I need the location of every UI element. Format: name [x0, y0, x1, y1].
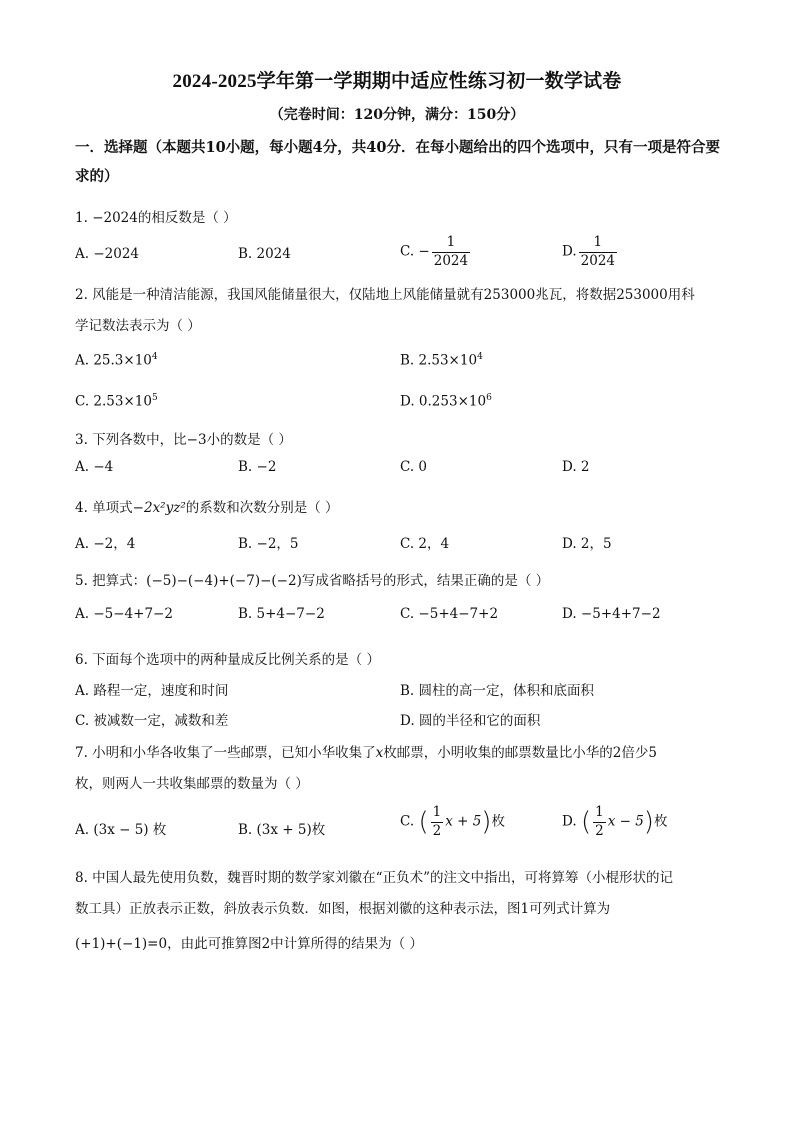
q5-option-b: B. 5+4−7−2	[238, 606, 325, 622]
question-3: 3. 下列各数中，比−3小的数是（ ）	[75, 432, 292, 448]
q4-expr: −2x²yz²	[132, 500, 186, 516]
exam-subtitle: （完卷时间：120分钟，满分：150分）	[269, 107, 525, 123]
q3-option-c: C. 0	[400, 459, 428, 475]
q1-option-d: D. $\frac{1}{2024}$	[562, 234, 615, 269]
q3-option-a: A. −4	[75, 459, 114, 475]
question-1: 1. −2024的相反数是（ ）	[75, 210, 237, 226]
q6-option-d: D. 圆的半径和它的面积	[400, 713, 541, 729]
question-5: 5. 把算式：(−5)−(−4)+(−7)−(−2)写成省略括号的形式，结果正确的是（ ）	[75, 573, 550, 589]
q1-option-b: B. 2024	[238, 246, 291, 262]
q1-option-c: C. − $\frac{1}{2024}$	[400, 234, 469, 269]
q8-expr: (+1)+(−1)=0	[75, 936, 168, 952]
q2-option-b: B. $2.53\times 10^4$	[400, 352, 483, 369]
fraction: $\frac{1}{2024}$	[433, 234, 469, 269]
q7-option-d: D. ( $\frac{1}{2}$ x − 5)枚	[562, 804, 668, 839]
q7-option-a: A. (3x − 5) 枚	[75, 822, 167, 838]
question-4: 4. 单项式−2x²yz²的系数和次数分别是（ ）	[75, 500, 339, 516]
exam-title: 2024-2025学年第一学期期中适应性练习初一数学试卷	[172, 71, 622, 92]
q5-option-d: D. −5+4+7−2	[562, 606, 661, 622]
question-8-line-3: (+1)+(−1)=0，由此可推算图2中计算所得的结果为（ ）	[75, 936, 423, 952]
q5-expr: (−5)−(−4)+(−7)−(−2)	[146, 573, 302, 589]
q3-option-d: D. 2	[562, 459, 590, 475]
section-heading: 一．选择题（本题共10小题，每小题4分，共40分．在每小题给出的四个选项中，只有一项是符合要求的）	[75, 139, 720, 185]
question-6: 6. 下面每个选项中的两种量成反比例关系的是（ ）	[75, 652, 380, 668]
fraction: $\frac{1}{2024}$	[580, 234, 615, 269]
fraction: $\frac{1}{2}$	[595, 804, 604, 839]
question-7-line-1: 7. 小明和小华各收集了一些邮票，已知小华收集了x枚邮票，小明收集的邮票数量比小华的2倍少5	[75, 745, 657, 761]
q4-option-a: A. −2，4	[75, 536, 136, 552]
q6-option-b: B. 圆柱的高一定，体积和底面积	[400, 683, 595, 699]
question-2-line-2: 学记数法表示为（ ）	[75, 318, 201, 334]
q2-option-c: C. $2.53\times 10^5$	[75, 393, 158, 410]
q2-option-d: D. $0.253\times 10^6$	[400, 393, 492, 410]
q5-option-a: A. −5−4+7−2	[75, 606, 173, 622]
question-7-line-2: 枚，则两人一共收集邮票的数量为（ ）	[75, 776, 309, 792]
q3-option-b: B. −2	[238, 459, 277, 475]
q2-option-a: A. $25.3\times 10^4$	[75, 352, 158, 369]
q1-option-a: A. −2024	[75, 246, 139, 262]
q1-expr: −2024	[92, 210, 138, 226]
question-8-line-2: 数工具）正放表示正数，斜放表示负数．如图，根据刘徽的这种表示法，图1可列式计算为	[75, 901, 611, 917]
q7-option-b: B. (3x + 5)枚	[238, 822, 326, 838]
question-8-line-1: 8. 中国人最先使用负数，魏晋时期的数学家刘徽在“正负术”的注文中指出，可将算筹（小棍形状的记	[75, 870, 673, 886]
q6-option-c: C. 被减数一定，减数和差	[75, 713, 229, 729]
q4-option-c: C. 2，4	[400, 536, 450, 552]
fraction: $\frac{1}{2}$	[432, 804, 442, 839]
q4-option-d: D. 2，5	[562, 536, 612, 552]
q6-option-a: A. 路程一定，速度和时间	[75, 683, 229, 699]
q7-option-c: C. ( $\frac{1}{2}$ x + 5)枚	[400, 804, 505, 839]
q4-option-b: B. −2，5	[238, 536, 299, 552]
q5-option-c: C. −5+4−7+2	[400, 606, 499, 622]
question-2-line-1: 2. 风能是一种清洁能源，我国风能储量很大，仅陆地上风能储量就有253000兆瓦，将数据253000用科	[75, 287, 695, 303]
